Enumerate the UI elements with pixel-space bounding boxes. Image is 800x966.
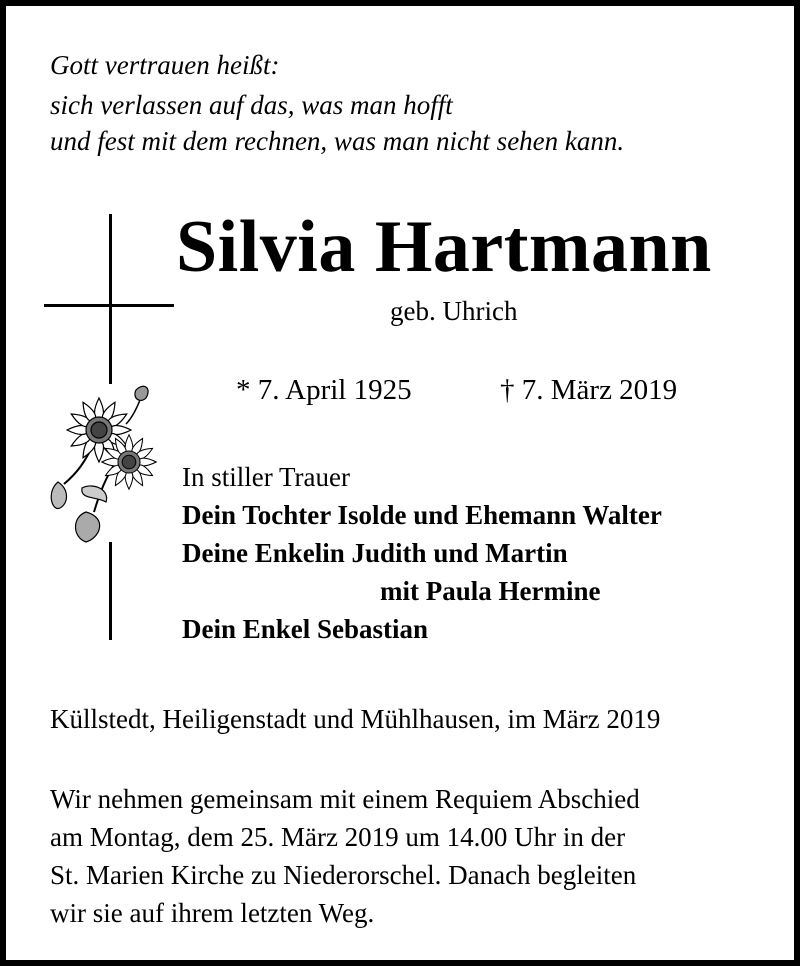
- sunflower-icon: [51, 386, 156, 542]
- verse-line-2: sich verlassen auf das, was man hofft: [50, 90, 453, 120]
- mourner-line: Dein Tochter Isolde und Ehemann Walter: [182, 500, 662, 530]
- mourner-line: mit Paula Hermine: [380, 576, 601, 606]
- verse-line-3: und fest mit dem rechnen, was man nicht sehen kann.: [50, 126, 625, 156]
- death-date: † 7. März 2019: [500, 374, 678, 406]
- mourners-intro: In stiller Trauer: [182, 462, 350, 492]
- mourner-line: Deine Enkelin Judith und Martin: [182, 538, 568, 568]
- birth-date: * 7. April 1925: [236, 374, 412, 406]
- service-text-line: wir sie auf ihrem letzten Weg.: [50, 898, 375, 928]
- service-text-line: am Montag, dem 25. März 2019 um 14.00 Uhr in der: [50, 822, 626, 852]
- maiden-name: geb. Uhrich: [390, 296, 518, 326]
- place-date-line: Küllstedt, Heiligenstadt und Mühlhausen, im März 2019: [50, 704, 661, 734]
- deceased-name: Silvia Hartmann: [176, 206, 712, 288]
- verse-line-1: Gott vertrauen heißt:: [50, 50, 280, 80]
- service-text-line: Wir nehmen gemeinsam mit einem Requiem Abschied: [50, 784, 640, 814]
- mourner-line: Dein Enkel Sebastian: [182, 614, 429, 644]
- cross-with-sunflowers: [36, 212, 186, 642]
- service-text-line: St. Marien Kirche zu Niederorschel. Danach begleiten: [50, 860, 637, 890]
